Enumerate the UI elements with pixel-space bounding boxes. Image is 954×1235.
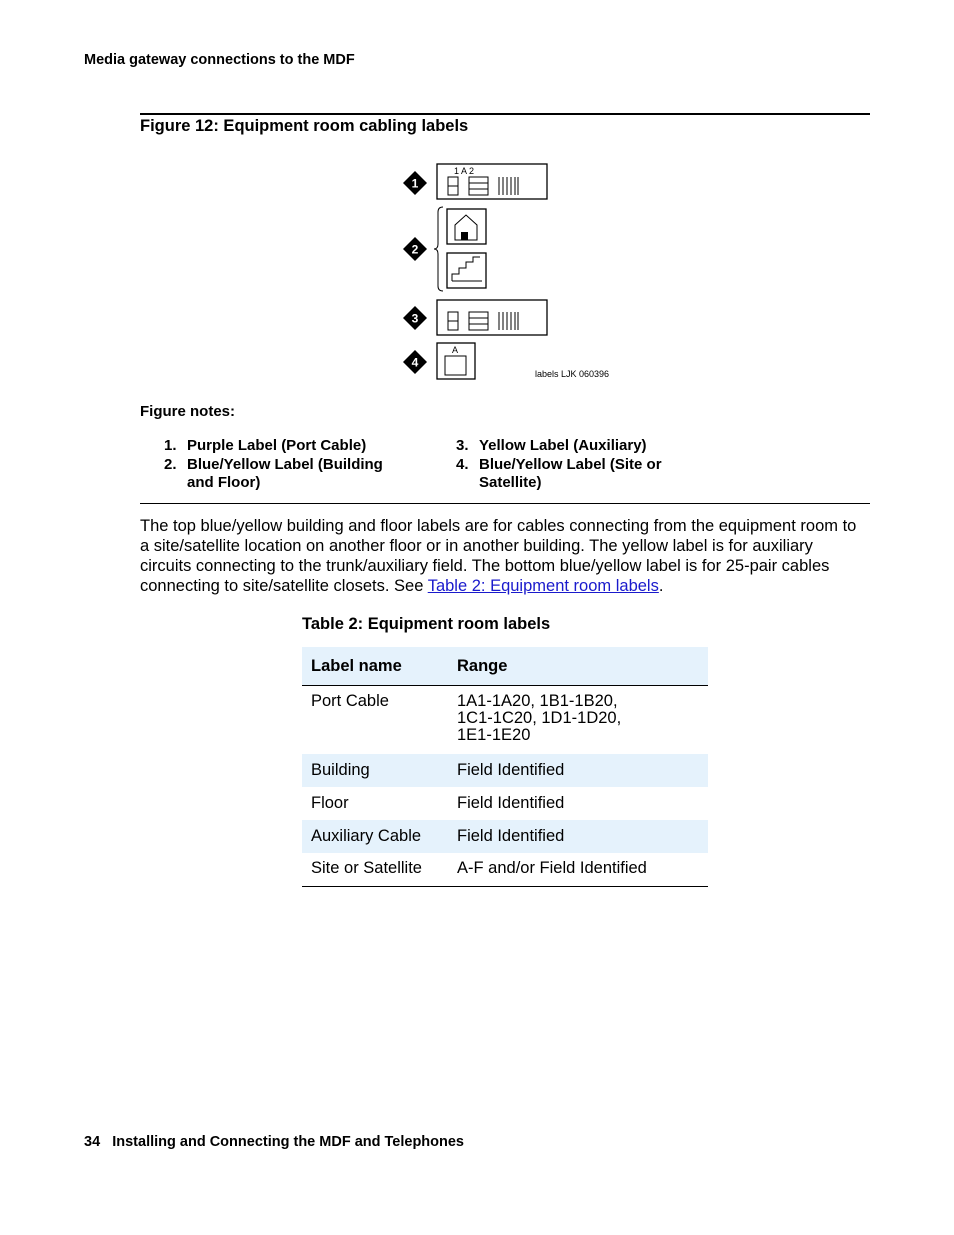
port-cable-label: [437, 164, 547, 199]
cell-range: Field Identified: [457, 794, 565, 812]
cell-label-name: Site or Satellite: [302, 853, 448, 887]
book-title: Installing and Connecting the MDF and Telephones: [112, 1134, 465, 1150]
table-header-row: [302, 647, 708, 686]
svg-text:1: 1: [411, 176, 419, 191]
note-4: 4. Blue/Yellow Label (Site or Satellite): [456, 456, 662, 491]
callout-1: [403, 171, 427, 195]
cell-label-name: Auxiliary Cable: [302, 820, 448, 853]
page-number: 34: [84, 1134, 101, 1150]
cell-range: A-F and/or Field Identified: [448, 853, 708, 887]
group-bracket: [434, 207, 443, 291]
stairs-icon: [452, 257, 480, 281]
figure-title: Figure 12: Equipment room cabling labels: [140, 117, 469, 135]
figure-notes-title: Figure notes:: [140, 403, 236, 420]
cell-label-name: Floor: [311, 794, 349, 812]
site-satellite-label: [437, 343, 475, 379]
column-header-range: Range: [448, 647, 708, 686]
svg-text:2: 2: [411, 242, 419, 257]
cell-range: 1A1-1A20, 1B1-1B20, 1C1-1C20, 1D1-1D20, 1E1-1E20: [457, 692, 622, 744]
note-2: 2. Blue/Yellow Label (Building and Floor): [164, 456, 383, 491]
table-row: [302, 787, 708, 820]
callout-3: [403, 306, 427, 330]
floor-label: [447, 253, 486, 288]
auxiliary-label: [437, 300, 547, 335]
figure-caption: labels LJK 060396: [535, 369, 610, 379]
label4-text: A: [452, 345, 459, 355]
equipment-room-labels-table: [302, 647, 708, 887]
cell-range: Field Identified: [448, 820, 708, 853]
table-row: [302, 686, 708, 755]
svg-text:4: 4: [411, 355, 419, 370]
table-2-link[interactable]: Table 2: Equipment room labels: [427, 577, 659, 595]
cell-label-name: Port Cable: [311, 692, 389, 710]
table-title: Table 2: Equipment room labels: [302, 615, 551, 633]
callout-2: [403, 237, 427, 261]
running-header: Media gateway connections to the MDF: [84, 52, 355, 68]
table-row: [302, 754, 708, 787]
figure-bottom-rule: [140, 503, 870, 504]
column-header-label-name: Label name: [302, 647, 448, 686]
figure-top-rule: [140, 113, 870, 115]
page-footer: [84, 1134, 464, 1150]
equipment-labels-figure: [400, 160, 640, 385]
table-row: [302, 853, 708, 887]
body-paragraph: The top blue/yellow building and floor labels are for cables connecting from the equipment room to a site/satellite location on another floor or in another building. The yellow label is for auxiliary circuits connecting to the trunk/auxiliary field. The bottom blue/yellow label is for 25-pair cables connecting to site/satellite closets. See Table 2: Equipment room labels.: [140, 517, 857, 595]
cell-range: Field Identified: [448, 754, 708, 787]
svg-text:3: 3: [411, 311, 419, 326]
cell-label-name: Building: [302, 754, 448, 787]
callout-4: [403, 350, 427, 374]
label1-text: 1 A 2: [454, 166, 475, 176]
building-label: [447, 209, 486, 244]
table-row: [302, 820, 708, 853]
